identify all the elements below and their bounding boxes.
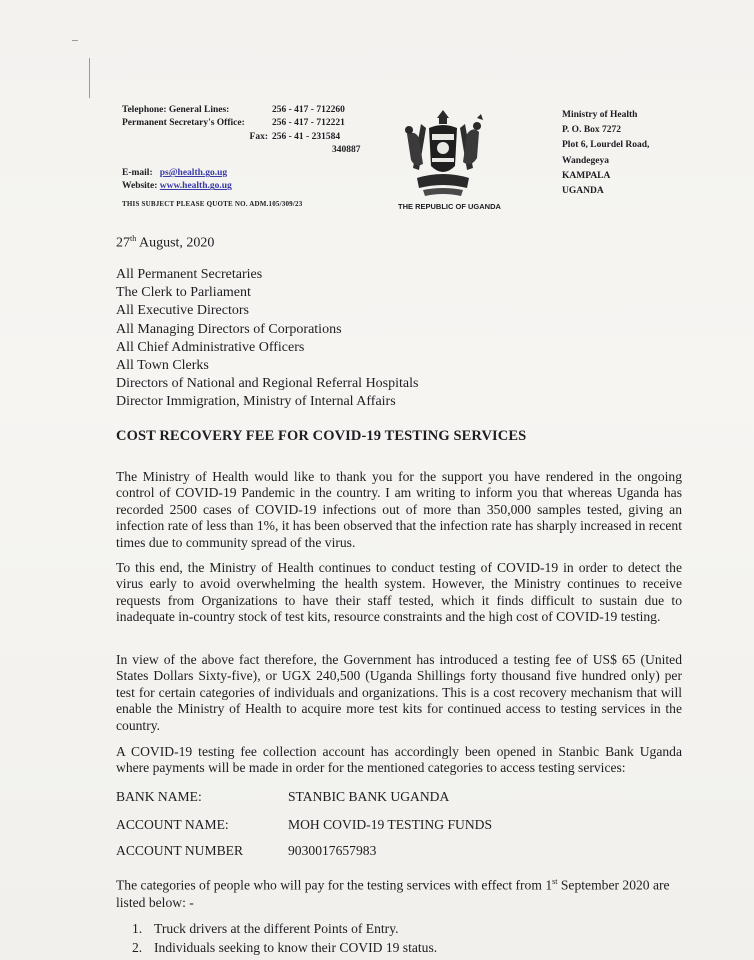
- email-label: E-mail:: [122, 168, 153, 179]
- bank-detail-row: [116, 843, 376, 859]
- address-line: KAMPALA: [562, 170, 611, 181]
- bank-detail-label: ACCOUNT NUMBER: [116, 843, 244, 858]
- website-label: Website:: [122, 181, 158, 192]
- contact-label: Permanent Secretary's Office:: [122, 118, 245, 129]
- letterhead-contacts: [122, 104, 361, 194]
- letter-date: 27th August, 2020: [116, 234, 215, 251]
- body-paragraph: In view of the above fact therefore, the Government has introduced a testing fee of US$ 65 (United States Dollars Sixty-five), or UGX 240,500 (Uganda Shillings forty thousand five hundred only) per test for certain categories of individuals and organizations. This is a cost recovery mechanism that will enable the Ministry of Health to acquire more test kits for continued access to testing services in the country.: [116, 652, 682, 733]
- contact-row: [122, 117, 361, 130]
- contact-label: Fax:: [249, 131, 268, 142]
- body-paragraph: The Ministry of Health would like to thank you for the support you have rendered in the ongoing control of COVID-19 Pandemic in the country. I am writing to inform you that whereas Uganda has recorded 2500 cases of COVID-19 infections out of more than 350,000 samples tested, giving an infection rate of less than 1%, it has been observed that the infection rate has sharply increased in recent times due to community spread of the virus.: [116, 469, 682, 550]
- bank-detail-value: 9030017657983: [288, 843, 377, 858]
- addressee: All Executive Directors: [116, 303, 249, 319]
- addressee: All Managing Directors of Corporations: [116, 321, 342, 337]
- address-line: Wandegeya: [562, 155, 609, 166]
- addressee: Directors of National and Regional Referral Hospitals: [116, 376, 419, 392]
- addressee: All Permanent Secretaries: [116, 267, 263, 282]
- list-item: 2. Individuals seeking to know their COVID 19 status.: [132, 940, 438, 955]
- contact-row: [122, 104, 361, 117]
- addressee: Director Immigration, Ministry of Internal Affairs: [116, 394, 396, 410]
- categories-list: [132, 919, 437, 957]
- bank-detail-value: MOH COVID-19 TESTING FUNDS: [288, 817, 493, 832]
- bank-detail-label: BANK NAME:: [116, 789, 202, 804]
- contact-value: 256 - 41 - 231584: [272, 131, 341, 142]
- categories-intro: The categories of people who will pay for the testing services with effect from 1st September 2020 are listed below: -: [116, 877, 670, 910]
- body-paragraph: To this end, the Ministry of Health continues to conduct testing of COVID-19 in order to detect the virus early to avoid overwhelming the health system. However, the Ministry continues to receive requests from Organizations to have their staff tested, which it finds difficult to sustain due to inadequate in-country stock of test kits, resource constraints and the high cost of COVID-19 testing.: [116, 560, 682, 625]
- email-row: [122, 167, 361, 180]
- bank-detail-value: STANBIC BANK UGANDA: [288, 789, 450, 804]
- address-line: UGANDA: [562, 186, 604, 197]
- bank-detail-label: ACCOUNT NAME:: [116, 817, 229, 832]
- scan-mark: [72, 40, 78, 41]
- address-line: Plot 6, Lourdel Road,: [562, 140, 650, 151]
- contact-label: Telephone: General Lines:: [122, 105, 230, 115]
- website-row: [122, 180, 361, 193]
- reference-number: THIS SUBJECT PLEASE QUOTE NO. ADM.105/309/23: [122, 200, 303, 208]
- addressee-list: [116, 266, 418, 412]
- body-paragraph: A COVID-19 testing fee collection account has accordingly been opened in Stanbic Bank Uganda where payments will be made in order for the mentioned categories to access testing services:: [116, 744, 682, 776]
- contact-value: 340887: [332, 144, 361, 155]
- contact-value: 256 - 417 - 712260: [272, 105, 345, 115]
- letter-subject: COST RECOVERY FEE FOR COVID-19 TESTING SERVICES: [116, 428, 527, 444]
- scan-mark: [89, 58, 90, 98]
- contact-row: [122, 131, 361, 144]
- email-link[interactable]: ps@health.go.ug: [159, 168, 228, 179]
- bank-detail-row: [116, 789, 449, 805]
- contact-row: [122, 144, 361, 157]
- ministry-address: [562, 108, 649, 199]
- website-link[interactable]: www.health.go.ug: [159, 181, 232, 192]
- list-item: 1. Truck drivers at the different Points of Entry.: [132, 921, 399, 936]
- address-line: Ministry of Health: [562, 110, 638, 120]
- contact-value: 256 - 417 - 712221: [272, 118, 345, 129]
- coat-of-arms-icon: [393, 104, 493, 200]
- addressee: All Town Clerks: [116, 358, 209, 374]
- address-line: P. O. Box 7272: [562, 125, 622, 136]
- addressee: The Clerk to Parliament: [116, 285, 251, 301]
- emblem-caption: THE REPUBLIC OF UGANDA: [398, 202, 501, 211]
- addressee: All Chief Administrative Officers: [116, 339, 305, 355]
- bank-detail-row: [116, 817, 492, 833]
